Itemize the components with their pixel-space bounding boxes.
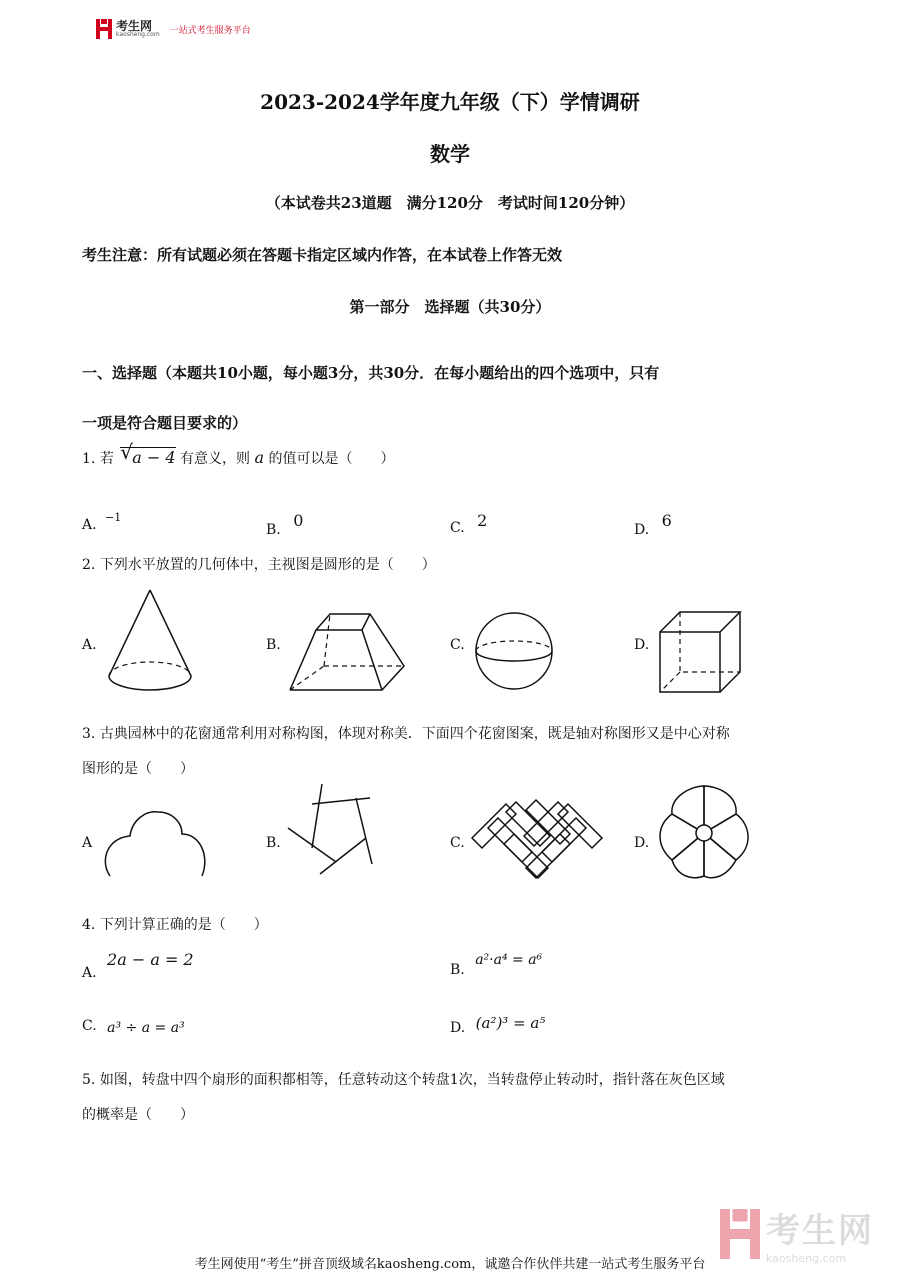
q1-number: 1.	[82, 451, 96, 467]
question-4	[82, 915, 268, 935]
q3-option-c[interactable]: C.	[450, 835, 465, 851]
plum-blossom-window-figure	[654, 784, 754, 880]
q2-option-d[interactable]: D.	[634, 637, 650, 653]
q1-option-a[interactable]	[82, 511, 121, 533]
q1-variable: a	[254, 448, 265, 467]
watermark-name: 考生网	[766, 1211, 874, 1251]
q4-option-d-label: D.	[450, 1020, 466, 1036]
question-1	[82, 440, 395, 469]
q4-number: 4.	[82, 917, 96, 933]
q1-option-d[interactable]	[634, 511, 672, 538]
watermark-domain: kaosheng.com	[766, 1252, 847, 1265]
cone-figure	[105, 588, 195, 694]
question-3	[82, 717, 822, 787]
q2-text: 下列水平放置的几何体中，主视图是圆形的是（ ）	[99, 557, 436, 573]
q3-text-line2: 图形的是（ ）	[82, 761, 194, 777]
cloud-window-figure	[104, 806, 208, 878]
q5-text-line1: 如图，转盘中四个扇形的面积都相等，任意转动这个转盘1次，当转盘停止转动时，指针落在灰色区域	[99, 1072, 725, 1088]
q1-option-c[interactable]	[450, 511, 487, 536]
q4-option-d[interactable]	[450, 1014, 546, 1036]
sphere-figure	[474, 611, 554, 691]
q4-option-b-value: a²·a⁴ = a⁶	[475, 952, 543, 968]
q3-option-a[interactable]: A	[82, 835, 93, 851]
header-brand	[96, 18, 251, 40]
q4-option-c-value: a³ ÷ a = a³	[107, 1020, 185, 1036]
q4-option-c[interactable]	[82, 1018, 185, 1034]
q4-option-a-label: A.	[82, 965, 97, 981]
q5-text-line2: 的概率是（ ）	[82, 1107, 194, 1123]
q1-option-a-value: −1	[105, 511, 122, 524]
brand-name: 考生网	[116, 19, 153, 33]
q1-pre: 若	[99, 451, 114, 467]
q4-text: 下列计算正确的是（ ）	[99, 917, 268, 933]
section-heading-line2: 一项是符合题目要求的）	[82, 414, 248, 432]
question-2	[82, 555, 436, 575]
q4-option-c-label: C.	[82, 1018, 97, 1034]
exam-title: 2023-2024学年度九年级（下）学情调研	[260, 90, 640, 114]
q2-option-b[interactable]: B.	[266, 637, 281, 653]
q1-option-d-value: 6	[661, 511, 672, 530]
brand-slogan: 一站式考生服务平台	[169, 25, 251, 36]
lattice-window-figure	[472, 798, 602, 880]
q1-option-c-value: 2	[477, 511, 488, 530]
q2-option-c[interactable]: C.	[450, 637, 465, 653]
exam-notice: 考生注意：所有试题必须在答题卡指定区域内作答，在本试卷上作答无效	[82, 246, 563, 264]
q4-option-b-label: B.	[450, 962, 465, 978]
part-heading: 第一部分 选择题（共30分）	[349, 298, 551, 316]
q3-number: 3.	[82, 726, 96, 742]
q2-option-a[interactable]: A.	[82, 637, 97, 653]
q4-option-a[interactable]	[82, 950, 194, 981]
q3-option-b[interactable]: B.	[266, 835, 281, 851]
q4-option-d-value: (a²)³ = a⁵	[475, 1014, 546, 1032]
frustum-figure	[290, 612, 406, 692]
q1-post: 的值可以是（ ）	[268, 451, 395, 467]
q4-option-a-value: 2a − a = 2	[107, 950, 194, 969]
q1-mid: 有意义，则	[180, 451, 251, 467]
q1-radicand: a − 4	[132, 448, 176, 467]
q1-option-b[interactable]	[266, 511, 303, 538]
q1-option-a-label: A.	[82, 517, 97, 533]
cube-figure	[658, 610, 742, 694]
question-5	[82, 1063, 822, 1133]
brand-logo[interactable]	[96, 19, 160, 39]
pinwheel-window-figure	[286, 782, 382, 878]
q3-option-d[interactable]: D.	[634, 835, 650, 851]
q1-option-b-value: 0	[293, 511, 304, 530]
exam-subject: 数学	[430, 142, 470, 166]
q2-number: 2.	[82, 557, 96, 573]
q5-number: 5.	[82, 1072, 96, 1088]
q1-option-c-label: C.	[450, 520, 465, 536]
page-footer: 考生网使用“考生”拼音顶级域名kaosheng.com，诚邀合作伙伴共建一站式考生服务平台	[194, 1257, 706, 1272]
exam-meta: （本试卷共23道题 满分120分 考试时间120分钟）	[265, 194, 635, 212]
watermark-logo-icon	[720, 1209, 760, 1259]
q1-option-d-label: D.	[634, 522, 650, 538]
section-heading-line1: 一、选择题（本题共10小题，每小题3分，共30分．在每小题给出的四个选项中，只有	[82, 364, 660, 382]
section-heading	[82, 348, 822, 448]
q1-radical: √ a − 4	[120, 440, 176, 467]
q3-text-line1: 古典园林中的花窗通常利用对称构图，体现对称美．下面四个花窗图案，既是轴对称图形又是中心对称	[99, 726, 730, 742]
brand-domain: kaosheng.com	[116, 31, 160, 38]
q1-option-b-label: B.	[266, 522, 281, 538]
kaosheng-logo-icon	[96, 19, 112, 39]
q4-option-b[interactable]	[450, 952, 543, 978]
